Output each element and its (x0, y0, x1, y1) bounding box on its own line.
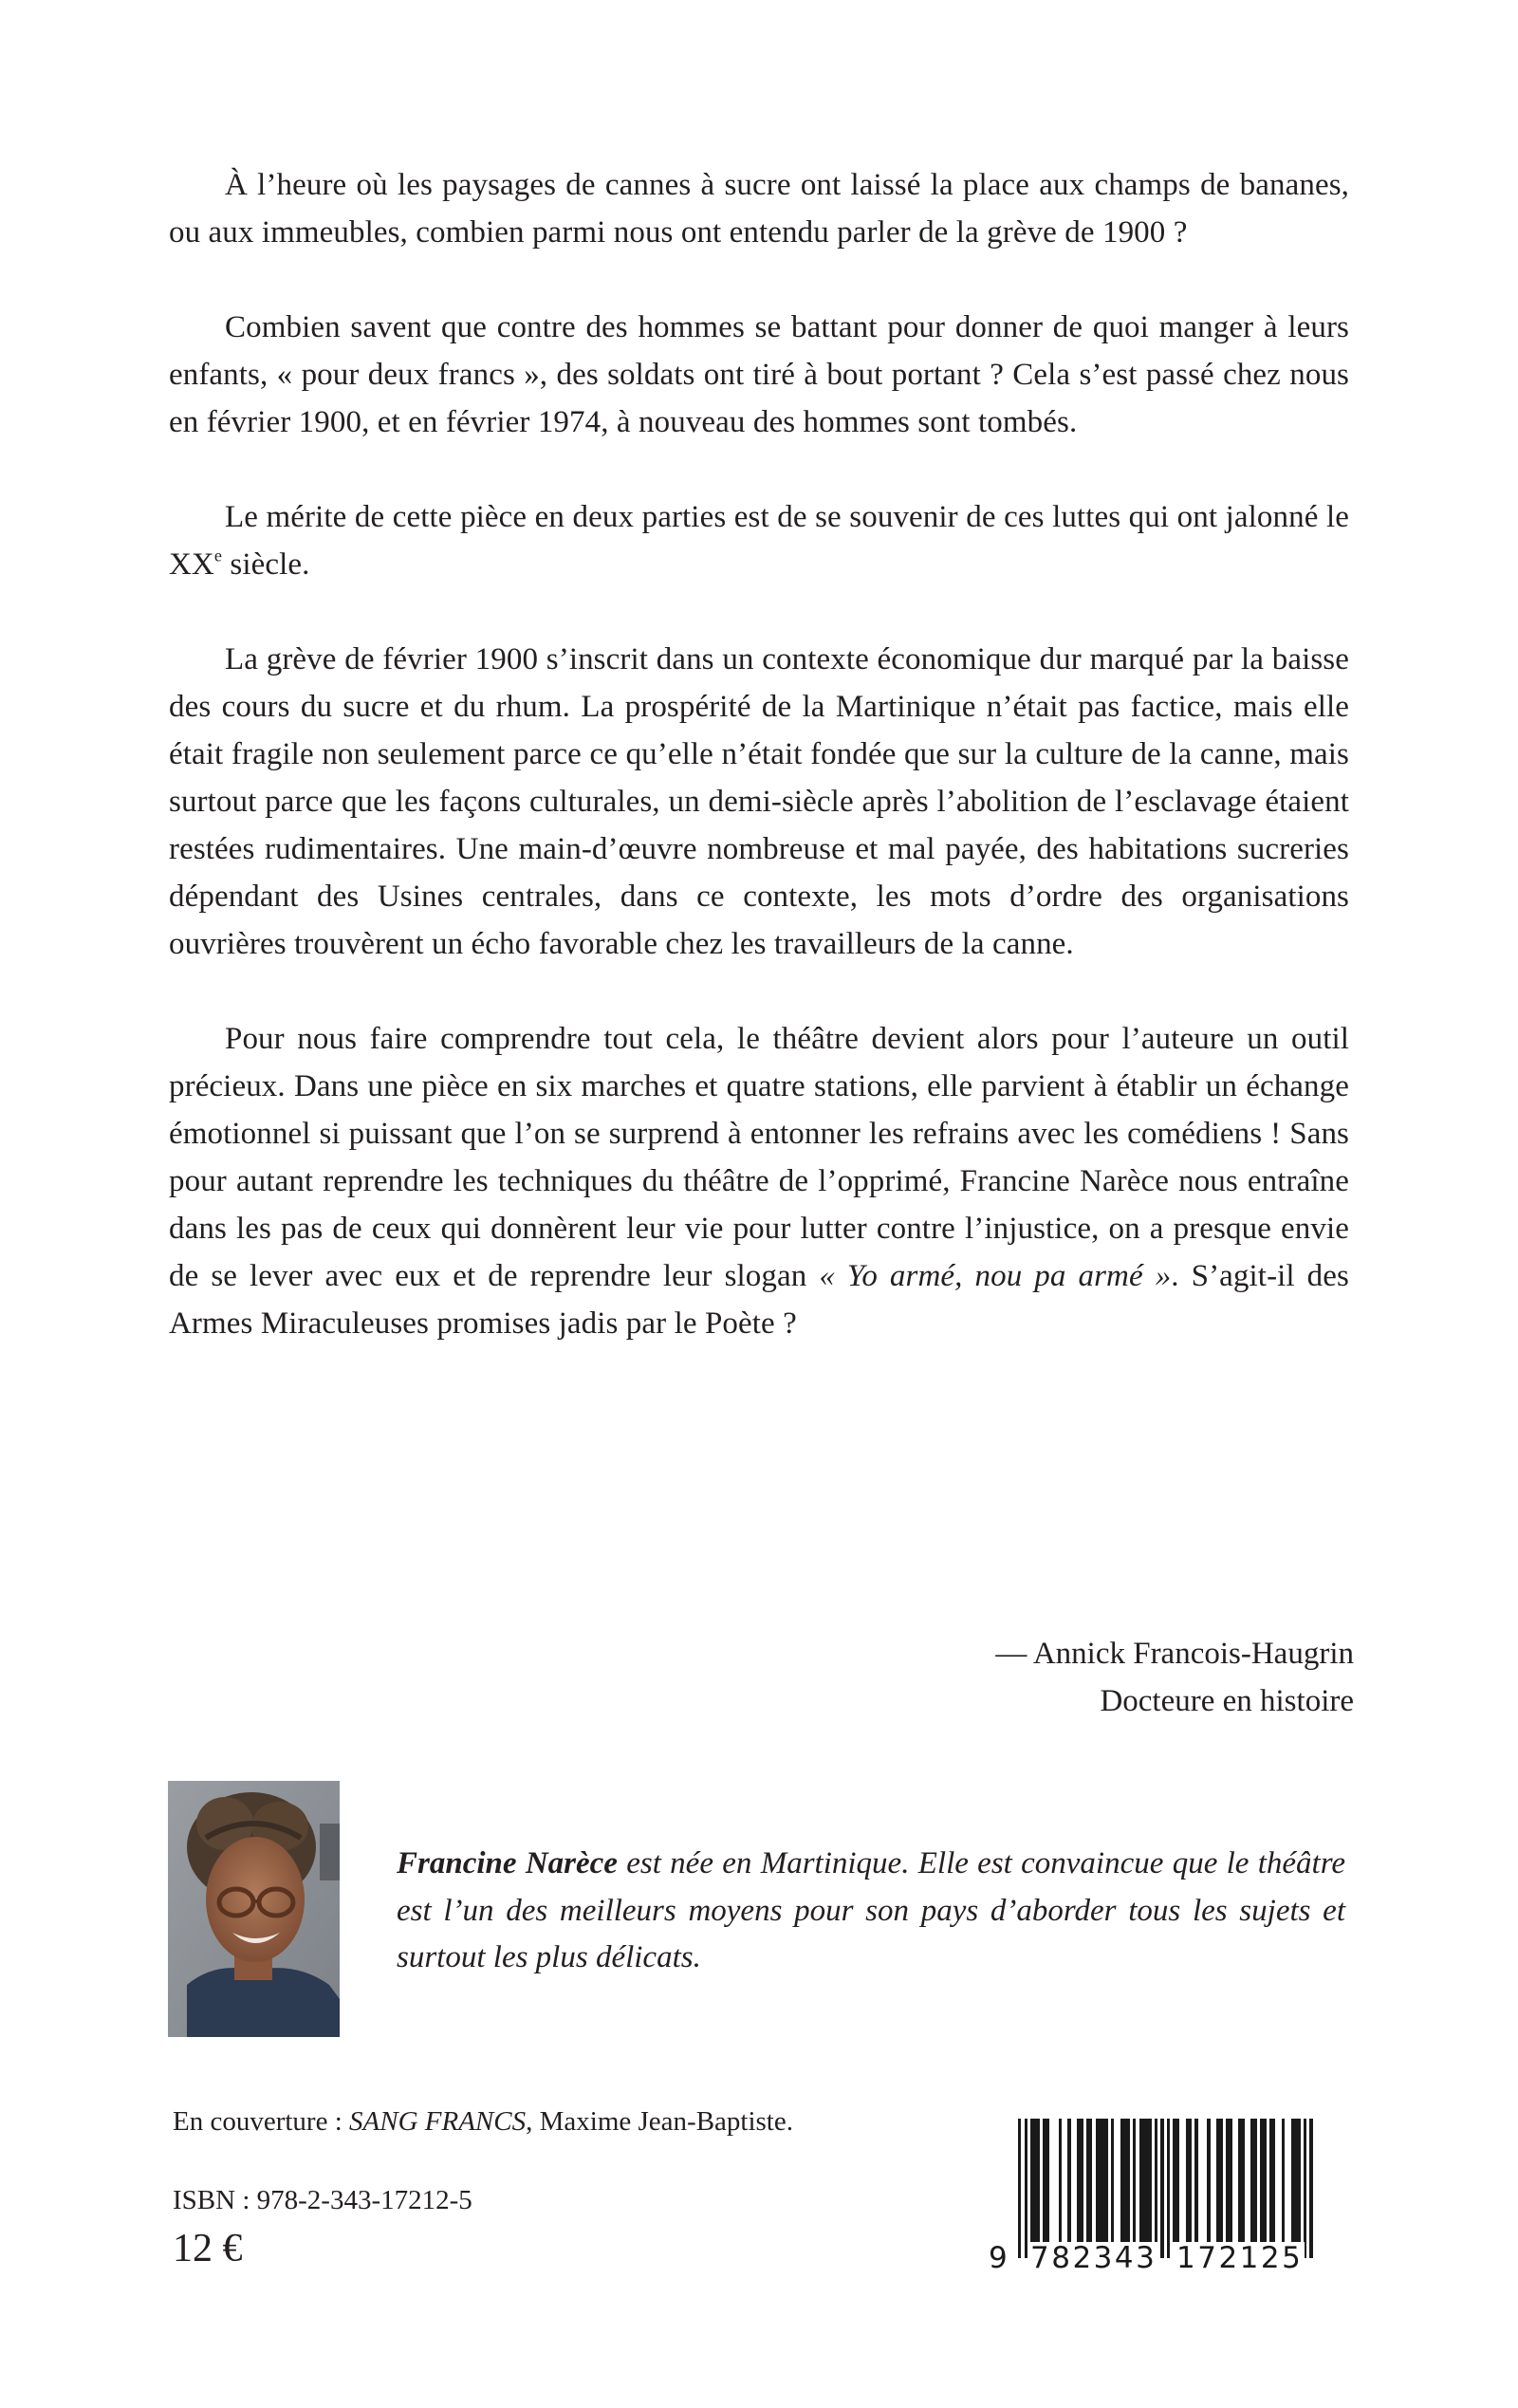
barcode-bar (1291, 2119, 1301, 2242)
isbn-barcode (987, 2119, 1328, 2280)
barcode-space (1049, 2119, 1059, 2242)
blurb-paragraph-3 (169, 493, 1349, 588)
cover-artwork-title: SANG FRANCS (349, 2106, 527, 2137)
isbn: ISBN : 978-2-343-17212-5 (173, 2185, 472, 2215)
barcode-first-digit: 9 (989, 2241, 1008, 2275)
blurb-paragraph-3-text: Le mérite de cette pièce en deux parties est de se souvenir de ces luttes qui ont jalonné le XX (169, 500, 1349, 582)
portrait-image-icon (168, 1781, 340, 2037)
blurb-paragraph-4: La grève de février 1900 s’inscrit dans un contexte économique dur marqué par la baisse des cours du sucre et du rhum. La prospérité de la Martinique n’était pas factice, mais elle était fragile non seulement parce ce qu’elle n’était fondée que sur la culture de la canne, mais surtout parce que les façons culturales, un demi-siècle après l’abolition de l’esclavage étaient restées rudimentaires. Une main-d’œuvre nombreuse et mal payée, des habitations sucreries dépendant des Usines centrales, dans ce contexte, les mots d’ordre des organisations ouvrières trouvèrent un écho favorable chez les travailleurs de la canne. (169, 642, 1349, 961)
barcode-bars-icon (1018, 2119, 1313, 2258)
barcode-bar (1120, 2119, 1130, 2242)
blurb-paragraph-3-end: siècle. (222, 547, 310, 582)
cover-credit-prefix: En couverture : (173, 2106, 350, 2137)
barcode-digits (987, 2242, 1328, 2276)
price: 12 € (173, 2227, 243, 2270)
slogan-quote: « Yo armé, nou pa armé » (819, 1259, 1172, 1293)
barcode-left-group: 782343 (1030, 2241, 1157, 2275)
attribution-name: — Annick Francois-Haugrin (995, 1637, 1354, 1671)
barcode-space (1198, 2119, 1208, 2242)
author-name: Francine Narèce (397, 1846, 618, 1880)
attribution (690, 1630, 1354, 1725)
back-cover-blurb (169, 161, 1349, 1347)
author-bio-text: est née en Martinique. Elle est convaincue que le théâtre est l’un des meilleurs moyens pour son pays d’aborder tous les sujets et surtout les plus délicats. (397, 1846, 1345, 1974)
barcode-right-group: 172125 (1176, 2241, 1304, 2275)
blurb-paragraph-5 (169, 1015, 1349, 1347)
barcode-bar (1030, 2119, 1040, 2242)
barcode-bar (1309, 2119, 1312, 2258)
blurb-paragraph-2: Combien savent que contre des hommes se battant pour donner de quoi manger à leurs enfants, « pour deux francs », des soldats ont tiré à bout portant ? Cela s’est passé chez nous en février 1900, et en février 1974, à nouveau des hommes sont tombés. (169, 310, 1349, 439)
barcode-bar (1096, 2119, 1108, 2242)
blurb-paragraph-5-end: . S’agit-il des Armes Miraculeuses promises jadis par le Poète ? (169, 1259, 1349, 1341)
century-superscript: e (213, 546, 223, 565)
cover-credit (173, 2104, 793, 2139)
blurb-paragraph-5-text: Pour nous faire comprendre tout cela, le théâtre devient alors pour l’auteure un outil précieux. Dans une pièce en six marches et quatre stations, elle parvient à établir un échange émotionnel si puissant que l’on se surprend à entonner les refrains avec les comédiens ! Sans pour autant reprendre les techniques du théâtre de l’opprimé, Francine Narèce nous entraîne dans les pas de ceux qui donnèrent leur vie pour lutter contre l’injustice, on a presque envie de se lever avec eux et de reprendre leur slogan (169, 1022, 1349, 1293)
attribution-title: Docteure en histoire (1100, 1684, 1354, 1718)
barcode-bar (1139, 2119, 1152, 2242)
author-photo (168, 1781, 340, 2037)
blurb-paragraph-1: À l’heure où les paysages de cannes à sucre ont laissé la place aux champs de bananes, ou aux immeubles, combien parmi nous ont entendu parler de la grève de 1900 ? (169, 168, 1349, 250)
author-bio (397, 1841, 1345, 1982)
cover-credit-artist: , Maxime Jean-Baptiste. (526, 2106, 793, 2137)
